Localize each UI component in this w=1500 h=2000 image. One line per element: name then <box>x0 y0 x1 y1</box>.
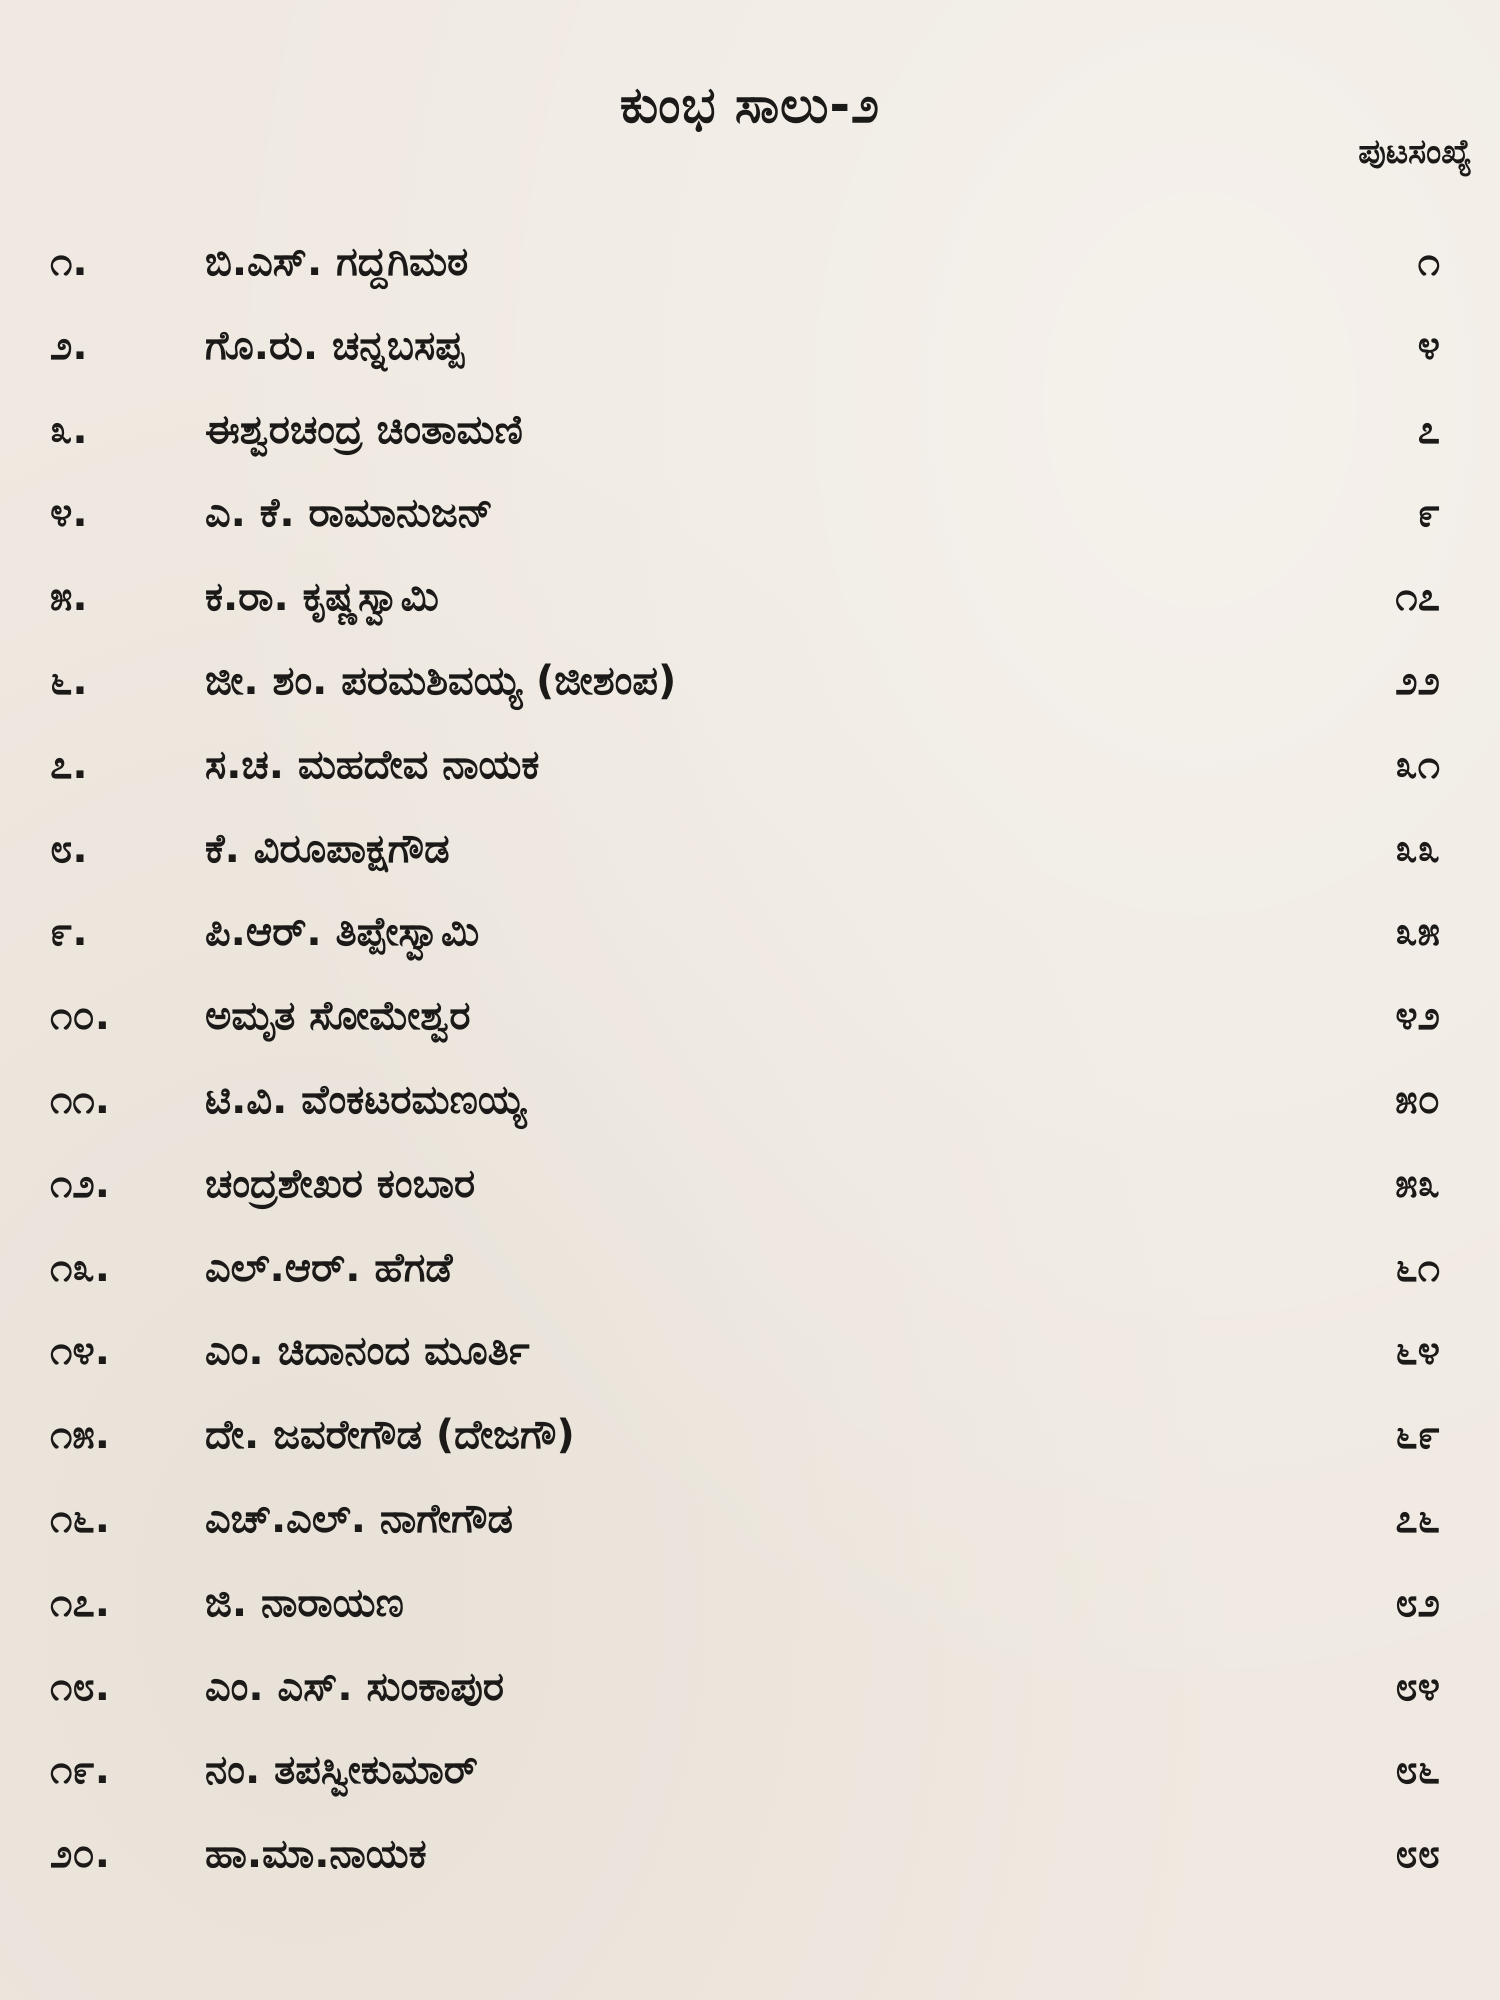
toc-entry-number: ೧೪. <box>50 1328 110 1375</box>
toc-entry-author-name: ಈಶ್ವರಚಂದ್ರ ಚಿಂತಾಮಣಿ <box>205 406 523 453</box>
toc-entry <box>0 222 1500 306</box>
toc-entry-author-name: ಬಿ.ಎಸ್. ಗದ್ದಗಿಮಠ <box>205 239 469 285</box>
toc-entry <box>0 1228 1500 1312</box>
toc-entry-number: ೨. <box>50 322 88 369</box>
toc-entry <box>0 1563 1500 1647</box>
toc-entry <box>0 1730 1500 1814</box>
toc-entry <box>0 976 1500 1060</box>
toc-entry <box>0 641 1500 725</box>
toc-entry-number: ೭. <box>50 741 88 788</box>
toc-entry-author-name: ಸ.ಚ. ಮಹದೇವ ನಾಯಕ <box>205 741 540 788</box>
toc-entry <box>0 1395 1500 1479</box>
toc-entry-author-name: ಟಿ.ವಿ. ವೆಂಕಟರಮಣಯ್ಯ <box>205 1076 527 1123</box>
toc-entry-number: ೩. <box>50 406 88 453</box>
toc-entry <box>0 725 1500 809</box>
toc-entry <box>0 1814 1500 1898</box>
toc-entry-page-number: ೩೩ <box>1395 825 1440 872</box>
toc-entry-page-number: ೧೭ <box>1395 574 1440 621</box>
toc-entry-author-name: ಎ. ಕೆ. ರಾಮಾನುಜನ್ <box>205 490 494 537</box>
toc-entry <box>0 1647 1500 1731</box>
toc-entry <box>0 809 1500 893</box>
toc-entry-number: ೧. <box>50 239 88 285</box>
toc-entry <box>0 1311 1500 1395</box>
toc-entry <box>0 1479 1500 1563</box>
toc-entry-number: ೧೯. <box>50 1747 110 1794</box>
toc-entry-page-number: ೮೬ <box>1395 1747 1440 1794</box>
toc-entry-number: ೧೩. <box>50 1244 110 1291</box>
toc-entry-number: ೧೦. <box>50 993 110 1040</box>
toc-entry-number: ೬. <box>50 657 88 704</box>
toc-entry-number: ೨೦. <box>50 1831 110 1878</box>
toc-entry-page-number: ೮೮ <box>1395 1831 1440 1878</box>
toc-entry-page-number: ೯ <box>1417 490 1440 537</box>
toc-entry-page-number: ೮೪ <box>1395 1663 1440 1710</box>
toc-entry-number: ೧೮. <box>50 1663 110 1710</box>
toc-entry-author-name: ಜೀ. ಶಂ. ಪರಮಶಿವಯ್ಯ (ಜೀಶಂಪ) <box>205 657 677 704</box>
toc-entry-number: ೫. <box>50 574 88 621</box>
toc-entry <box>0 892 1500 976</box>
toc-entry-author-name: ಹಾ.ಮಾ.ನಾಯಕ <box>205 1831 427 1878</box>
toc-entry-number: ೧೭. <box>50 1579 110 1626</box>
toc-entry <box>0 1060 1500 1144</box>
toc-entry-number: ೧೫. <box>50 1412 110 1459</box>
toc-entry <box>0 557 1500 641</box>
toc-entry-page-number: ೨೨ <box>1395 657 1440 704</box>
toc-entry <box>0 473 1500 557</box>
toc-entry-page-number: ೮೨ <box>1395 1579 1440 1626</box>
toc-entry-page-number: ೭೬ <box>1395 1495 1440 1542</box>
toc-entry-number: ೧೧. <box>50 1076 110 1123</box>
toc-entry-page-number: ೫೩ <box>1395 1160 1440 1207</box>
toc-entry-author-name: ಗೊ.ರು. ಚನ್ನಬಸಪ್ಪ <box>205 322 464 369</box>
table-of-contents <box>0 222 1500 1898</box>
toc-entry-page-number: ೭ <box>1417 406 1440 453</box>
toc-entry-page-number: ೬೯ <box>1395 1412 1440 1459</box>
toc-entry-author-name: ಅಮೃತ ಸೋಮೇಶ್ವರ <box>205 993 471 1040</box>
toc-entry-page-number: ೩೧ <box>1395 741 1440 788</box>
page-number-column-header: ಪುಟಸಂಖ್ಯೆ <box>1358 132 1472 172</box>
toc-entry-author-name: ಎಚ್.ಎಲ್. ನಾಗೇಗೌಡ <box>205 1495 513 1542</box>
toc-entry-author-name: ಪಿ.ಆರ್. ತಿಪ್ಪೇಸ್ವಾಮಿ <box>205 909 480 956</box>
toc-entry <box>0 390 1500 474</box>
toc-entry-author-name: ಜಿ. ನಾರಾಯಣ <box>205 1579 404 1626</box>
page-title: ಕುಂಭ ಸಾಲು-೨ <box>619 75 881 134</box>
toc-entry-author-name: ಎಂ. ಚಿದಾನಂದ ಮೂರ್ತಿ <box>205 1328 530 1375</box>
toc-entry-page-number: ೫೦ <box>1395 1076 1440 1123</box>
toc-entry-number: ೪. <box>50 490 88 537</box>
toc-entry-author-name: ಕ.ರಾ. ಕೃಷ್ಣಸ್ವಾಮಿ <box>205 574 439 621</box>
toc-entry-author-name: ನಂ. ತಪಸ್ವೀಕುಮಾರ್ <box>205 1747 478 1794</box>
toc-entry <box>0 1144 1500 1228</box>
toc-entry-number: ೮. <box>50 825 88 872</box>
toc-entry-page-number: ೧ <box>1417 239 1440 285</box>
toc-entry-author-name: ಕೆ. ವಿರೂಪಾಕ್ಷಗೌಡ <box>205 825 450 872</box>
toc-entry-page-number: ೪ <box>1417 322 1440 369</box>
toc-entry-number: ೧೨. <box>50 1160 110 1207</box>
toc-entry-page-number: ೩೫ <box>1395 909 1440 956</box>
toc-entry-author-name: ಚಂದ್ರಶೇಖರ ಕಂಬಾರ <box>205 1160 476 1207</box>
toc-entry-author-name: ದೇ. ಜವರೇಗೌಡ (ದೇಜಗೌ) <box>205 1412 575 1459</box>
toc-entry-page-number: ೬೧ <box>1395 1244 1440 1291</box>
toc-entry-author-name: ಎಲ್.ಆರ್. ಹೆಗಡೆ <box>205 1244 453 1291</box>
toc-entry-page-number: ೪೨ <box>1395 993 1440 1040</box>
toc-entry-author-name: ಎಂ. ಎಸ್. ಸುಂಕಾಪುರ <box>205 1663 505 1710</box>
toc-entry-page-number: ೬೪ <box>1395 1328 1440 1375</box>
toc-entry <box>0 306 1500 390</box>
toc-entry-number: ೯. <box>50 909 88 956</box>
toc-entry-number: ೧೬. <box>50 1495 110 1542</box>
